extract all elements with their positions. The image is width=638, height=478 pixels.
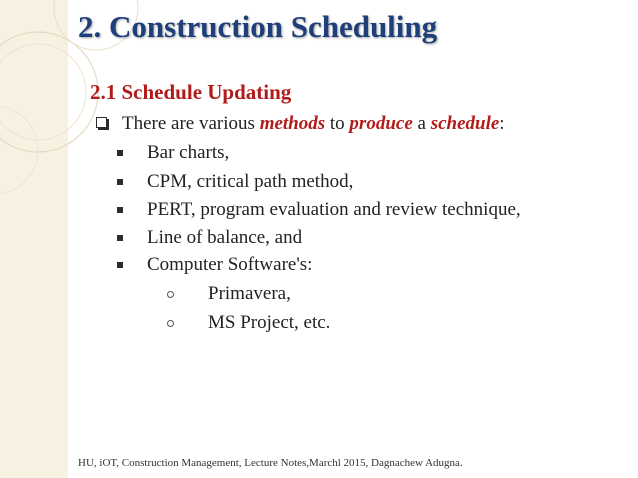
square-bullet-icon xyxy=(117,207,123,213)
keyword-methods: methods xyxy=(259,113,326,134)
circle-bullet-icon xyxy=(167,320,174,327)
keyword-produce: produce xyxy=(349,113,413,134)
square-bullet-icon xyxy=(117,179,123,185)
intro-text-3: a xyxy=(412,113,431,134)
slide-title: 2. Construction Scheduling xyxy=(78,9,438,44)
intro-text-2: to xyxy=(325,113,350,134)
method-item-line-of-balance: Line of balance, and xyxy=(147,227,303,248)
intro-text-1: There are various xyxy=(122,113,260,134)
software-item-ms-project: MS Project, etc. xyxy=(208,312,331,333)
square-bullet-icon xyxy=(117,150,123,156)
method-item-cpm: CPM, critical path method, xyxy=(147,171,354,192)
method-item-bar-charts: Bar charts, xyxy=(147,142,230,163)
square-bullet-icon xyxy=(117,262,123,268)
square-bullet-icon xyxy=(117,235,123,241)
intro-line xyxy=(122,113,505,135)
circle-bullet-icon xyxy=(167,291,174,298)
software-item-primavera: Primavera, xyxy=(208,283,291,304)
section-subtitle: 2.1 Schedule Updating xyxy=(90,80,292,104)
method-item-computer-software: Computer Software's: xyxy=(147,254,313,275)
method-item-pert: PERT, program evaluation and review technique, xyxy=(147,199,521,220)
footer-citation: HU, iOT, Construction Management, Lecture Notes,Marchl 2015, Dagnachew Adugna. xyxy=(78,457,463,469)
keyword-schedule: schedule xyxy=(430,113,500,134)
checkbox-bullet-icon xyxy=(96,117,107,128)
intro-text-4: : xyxy=(499,113,505,134)
